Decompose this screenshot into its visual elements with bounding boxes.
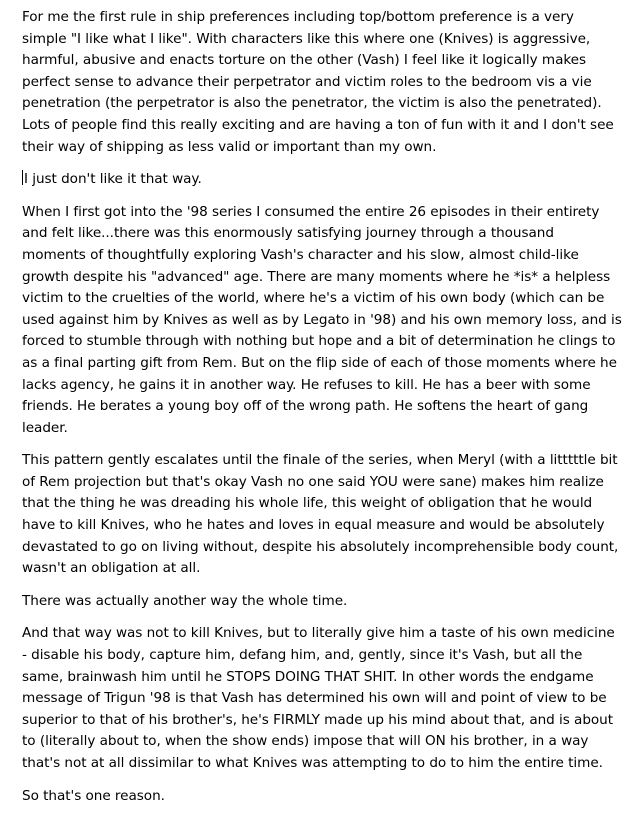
paragraph-7: So that's one reason. [22,787,165,804]
paragraph-3: When I first got into the '98 series I consumed the entire 26 episodes in their entirety and felt like...there was this enormously satisfying journey through a thousand moments of thoughtfully exploring Vash's character and his slow, almost child-like growth despite his "advanced" age. There are many moments where he *is* a helpless victim to the cruelties of the world, where he's a victim of his own body (which can be used against him by Knives as well as by Legato in '98) and his own memory loss, and is forced to stumble through with nothing but hope and a bit of determination he clings to as a final parting gift from Rem. But on the flip side of each of those moments where he lacks agency, he gains it in another way. He refuses to kill. He has a beer with some friends. He berates a young boy off of the wrong path. He softens the heart of gang leader. [22,203,622,436]
document-body [22,7,622,818]
paragraph-6: And that way was not to kill Knives, but to literally give him a taste of his own medicine - disable his body, capture him, defang him, and, gently, since it's Vash, but all the same, brainwash him until he STOPS DOING THAT SHIT. In other words the endgame message of Trigun '98 is that Vash has determined his own will and point of view to be superior to that of his brother's, he's FIRMLY made up his mind about that, and is about to (literally about to, when the show ends) impose that will ON his brother, in a way that's not at all dissimilar to what Knives was attempting to do to him the entire time. [22,625,615,771]
paragraph-5: There was actually another way the whole time. [22,592,348,609]
paragraph-2 [22,169,622,191]
paragraph-4: This pattern gently escalates until the finale of the series, when Meryl (with a litttttle bit of Rem projection but that's okay Vash no one said YOU were sane) makes him realize that the thing he was dreading his whole life, this weight of obligation that he would have to kill Knives, who he hates and loves in equal measure and would be absolutely devastated to go on living without, despite his absolutely incomprehensible body count, wasn't an obligation at all. [22,452,619,577]
paragraph-1: For me the first rule in ship preferences including top/bottom preference is a very simple "I like what I like". With characters like this where one (Knives) is aggressive, harmful, abusive and enacts torture on the other (Vash) I feel like it logically makes perfect sense to advance their perpetrator and victim roles to the bedroom vis a vie penetration (the perpetrator is also the penetrator, the victim is also the penetrated). Lots of people find this really exciting and are having a ton of fun with it and I don't see their way of shipping as less valid or important than my own. [22,9,614,155]
paragraph-2-text: I just don't like it that way. [24,171,202,188]
text-cursor [22,170,23,185]
